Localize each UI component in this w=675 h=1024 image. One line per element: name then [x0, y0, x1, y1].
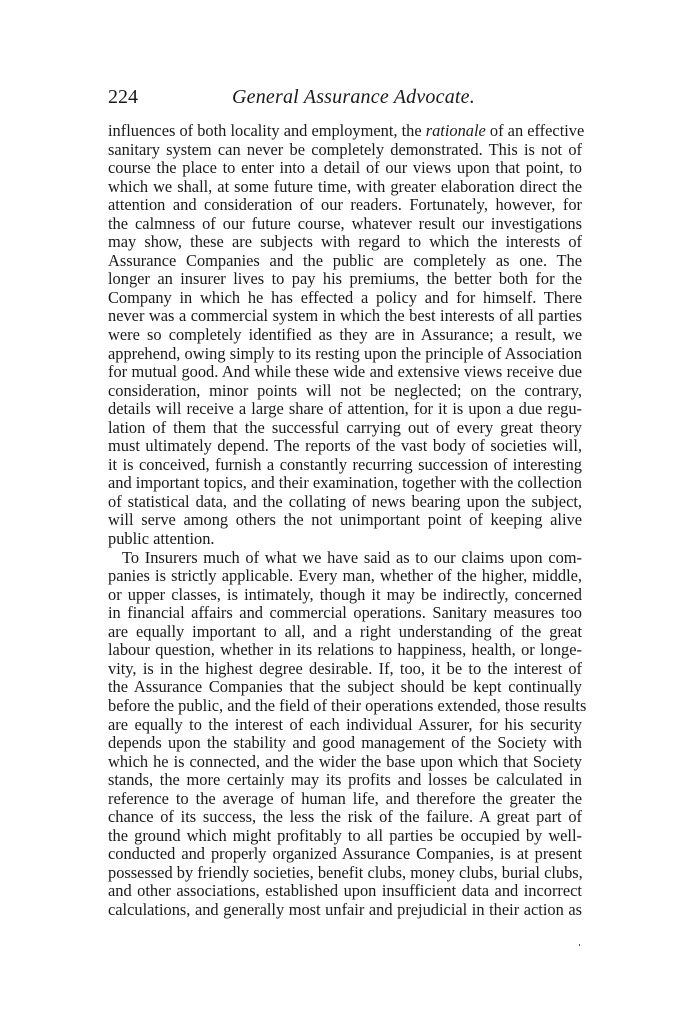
- text-line: the ground which might profitably to all parties be occupied by well-: [108, 825, 582, 845]
- text-line: apprehend, owing simply to its resting upon the principle of Association: [108, 343, 582, 363]
- text-line: Company in which he has effected a policy and for himself. There: [108, 287, 582, 307]
- text-line: consideration, minor points will not be neglected; on the contrary,: [108, 380, 582, 400]
- text-line: and other associations, established upon insufficient data and incorrect: [108, 881, 582, 901]
- text-line: lation of them that the successful carrying out of every great theory: [108, 417, 582, 437]
- paragraph: [108, 121, 585, 549]
- text-line: are equally to the interest of each individual Assurer, for his security: [108, 714, 582, 734]
- text-line: will serve among others the not unimportant point of keeping alive: [108, 510, 582, 530]
- text-line: depends upon the stability and good management of the Society with: [108, 733, 582, 753]
- text-line: calculations, and generally most unfair and prejudicial in their action as: [108, 899, 582, 919]
- text-line: and important topics, and their examination, together with the collection: [108, 473, 582, 493]
- text-line: never was a commercial system in which the best interests of all parties: [108, 306, 582, 326]
- text-line: were so completely identified as they are in Assurance; a result, we: [108, 325, 582, 345]
- text-line: which we shall, at some future time, with greater elaboration direct the: [108, 176, 582, 196]
- text-line: which he is connected, and the wider the base upon which that Society: [108, 751, 582, 771]
- text-line: or upper classes, is intimately, though it may be indirectly, concerned: [108, 584, 582, 604]
- text-line: chance of its success, the less the risk of the failure. A great part of: [108, 807, 582, 827]
- scan-speck: [579, 944, 580, 946]
- text-line: the Assurance Companies that the subject should be kept continually: [108, 677, 582, 697]
- text-line: conducted and properly organized Assurance Companies, is at present: [108, 844, 582, 864]
- text-line: panies is strictly applicable. Every man, whether of the higher, middle,: [108, 566, 582, 586]
- text-line: influences of both locality and employment, the rationale of an effective: [108, 121, 585, 140]
- text-line: must ultimately depend. The reports of the vast body of societies will,: [108, 436, 582, 456]
- text-line: sanitary system can never be completely demonstrated. This is not of: [108, 139, 582, 159]
- text-line: public attention.: [108, 529, 215, 549]
- running-title: General Assurance Advocate.: [232, 86, 475, 108]
- text-line: it is conceived, furnish a constantly recurring succession of interesting: [108, 454, 582, 474]
- text-line: Assurance Companies and the public are completely as one. The: [108, 250, 582, 270]
- page-number: 224: [108, 86, 138, 108]
- text-line: course the place to enter into a detail of our views upon that point, to: [108, 158, 582, 178]
- page-header: [108, 84, 580, 110]
- text-line: are equally important to all, and a right understanding of the great: [108, 621, 582, 641]
- text-line: possessed by friendly societies, benefit clubs, money clubs, burial clubs,: [108, 862, 583, 882]
- paragraph: [108, 547, 587, 920]
- text-line: the calmness of our future course, whatever result our investigations: [108, 213, 582, 233]
- text-line: details will receive a large share of attention, for it is upon a due regu-: [108, 399, 582, 419]
- text-line: labour question, whether in its relations to happiness, health, or longe-: [108, 640, 582, 660]
- text-line: vity, is in the highest degree desirable. If, too, it be to the interest of: [108, 658, 582, 678]
- text-line: in financial affairs and commercial operations. Sanitary measures too: [108, 603, 582, 623]
- text-line: for mutual good. And while these wide and extensive views receive due: [108, 362, 582, 382]
- text-line: reference to the average of human life, and therefore the greater the: [108, 788, 582, 808]
- text-line: may show, these are subjects with regard to which the interests of: [108, 232, 582, 252]
- italic-term: rationale: [425, 121, 486, 140]
- text-line: longer an insurer lives to pay his premiums, the better both for the: [108, 269, 582, 289]
- text-line: To Insurers much of what we have said as to our claims upon com-: [122, 547, 582, 567]
- text-line: before the public, and the field of their operations extended, those results: [108, 695, 587, 715]
- text-line: attention and consideration of our readers. Fortunately, however, for: [108, 195, 582, 215]
- body-text: [108, 121, 587, 920]
- text-line: stands, the more certainly may its profits and losses be calculated in: [108, 770, 582, 790]
- text-line: of statistical data, and the collating of news bearing upon the subject,: [108, 491, 582, 511]
